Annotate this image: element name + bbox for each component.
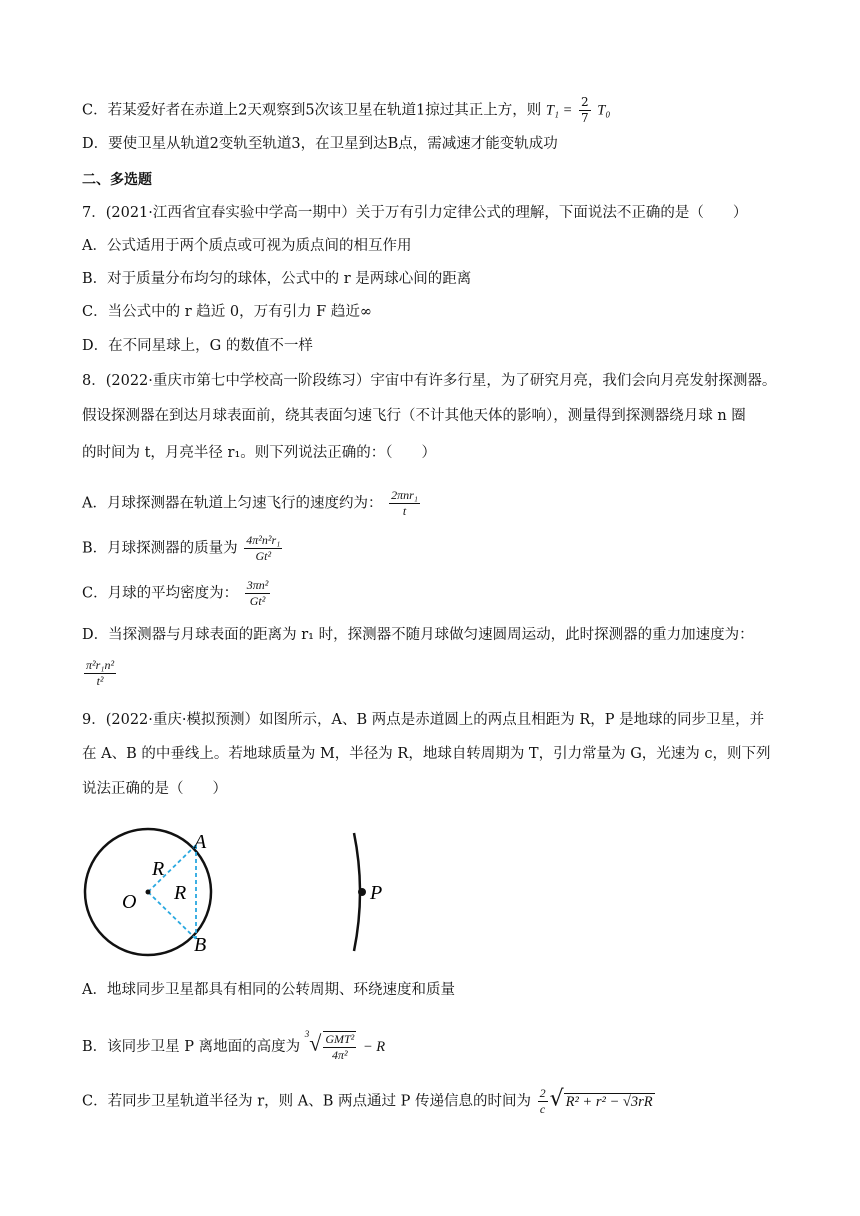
label-r-oa: R [152, 858, 165, 880]
q7-option-a: A．公式适用于两个质点或可视为质点间的相互作用 [82, 238, 412, 254]
fraction-denominator: c [539, 1102, 546, 1116]
fraction-denominator: Gt² [255, 549, 272, 563]
q9-option-c [82, 1086, 655, 1117]
root-expression: R² + r² − √3rR [565, 1093, 653, 1110]
q8-option-b [82, 533, 284, 564]
q9-option-a: A．地球同步卫星都具有相同的公转周期、环绕速度和质量 [82, 982, 455, 998]
q9-option-b-text: B．该同步卫星 P 离地面的高度为 [82, 1039, 301, 1055]
fraction-numerator: 4π²n²r₁ [246, 533, 281, 547]
label-o: O [122, 891, 137, 913]
radius-ob [148, 892, 196, 939]
cube-root-expression [304, 1028, 359, 1063]
q8-stem-line2: 假设探测器在到达月球表面前，绕其表面匀速飞行（不计其他天体的影响），测量得到探测器绕月球 n 圈 [82, 408, 746, 424]
label-a: A [194, 831, 207, 853]
fraction-numerator: 2πnr₁ [391, 488, 418, 502]
fraction-denominator: t [402, 504, 407, 518]
q7-stem: 7．(2021·江西省宜春实验中学高一期中）关于万有引力定律公式的理解，下面说法不正确的是（ ） [82, 205, 748, 221]
q8-option-d: D．当探测器与月球表面的距离为 r₁ 时，探测器不随月球做匀速圆周运动，此时探测器的重力加速度为： [82, 627, 754, 643]
q7-option-d: D．在不同星球上，G 的数值不一样 [82, 338, 313, 354]
q9-option-c-text: C．若同步卫星轨道半径为 r，则 A、B 两点通过 P 传递信息的时间为 [82, 1093, 531, 1110]
q9-stem-line2: 在 A、B 的中垂线上。若地球质量为 M，半径为 R，地球自转周期为 T，引力常量为 G，光速为 c，则下列 [82, 746, 771, 762]
fraction-denominator: 4π² [331, 1048, 348, 1062]
label-p: P [370, 882, 383, 904]
q8-option-c-text: C．月球的平均密度为： [82, 585, 239, 602]
q6-option-c [82, 95, 610, 126]
fraction-denominator: 7 [581, 111, 589, 125]
fraction-height [323, 1031, 356, 1063]
fraction-2-7 [579, 95, 591, 126]
formula-t1: T₁ = [545, 102, 573, 119]
orbit-diagram [78, 825, 398, 960]
root-sign: √ [549, 1086, 564, 1112]
q7-option-c: C．当公式中的 r 趋近 0，万有引力 F 趋近∞ [82, 304, 372, 320]
label-r-ab: R [174, 882, 187, 904]
fraction-2-over-c [538, 1086, 548, 1117]
satellite-point-p [358, 888, 366, 896]
section-heading: 二、多选题 [82, 172, 152, 188]
q8-option-a [82, 488, 422, 519]
q8-option-b-text: B．月球探测器的质量为 [82, 540, 238, 557]
root-sign: √ [309, 1030, 322, 1056]
fraction-numerator: 2 [539, 1086, 546, 1100]
fraction-gravity [84, 658, 116, 689]
q8-option-c [82, 578, 272, 609]
q8-stem-line3: 的时间为 t，月亮半径 r₁。则下列说法正确的：（ ） [82, 445, 437, 461]
minus-r: − R [362, 1039, 386, 1055]
fraction-numerator: 2 [581, 95, 589, 109]
q8-stem-line1: 8．(2022·重庆市第七中学校高一阶段练习）宇宙中有许多行星，为了研究月亮，我们会向月亮发射探测器。 [82, 373, 777, 389]
center-point-o [146, 890, 151, 895]
q6-option-c-text: C．若某爱好者在赤道上2天观察到5次该卫星在轨道1掠过其正上方，则 [82, 102, 542, 119]
q8-option-d-formula [82, 658, 118, 689]
q6-option-d: D．要使卫星从轨道2变轨至轨道3，在卫星到达B点，需减速才能变轨成功 [82, 136, 558, 152]
q9-stem-line3: 说法正确的是（ ） [82, 781, 227, 797]
q9-stem-line1: 9．(2022·重庆·模拟预测）如图所示，A、B 两点是赤道圆上的两点且相距为 R，P 是地球的同步卫星，并 [82, 712, 765, 728]
q8-option-a-text: A．月球探测器在轨道上匀速飞行的速度约为： [82, 495, 383, 512]
fraction-denominator: Gt² [249, 594, 266, 608]
label-b: B [194, 934, 207, 956]
formula-t0: T₀ [597, 102, 611, 119]
fraction-speed [389, 488, 420, 519]
q9-option-b [82, 1028, 386, 1063]
fraction-numerator: GMT² [325, 1032, 355, 1046]
root-index: 3 [304, 1028, 310, 1039]
fraction-numerator: π²r₁n² [86, 658, 115, 672]
fraction-density [245, 578, 271, 609]
fraction-denominator: t² [96, 674, 104, 688]
q7-option-b: B．对于质量分布均匀的球体，公式中的 r 是两球心间的距离 [82, 271, 472, 287]
fraction-numerator: 3πn² [246, 578, 269, 592]
fraction-mass [244, 533, 282, 564]
